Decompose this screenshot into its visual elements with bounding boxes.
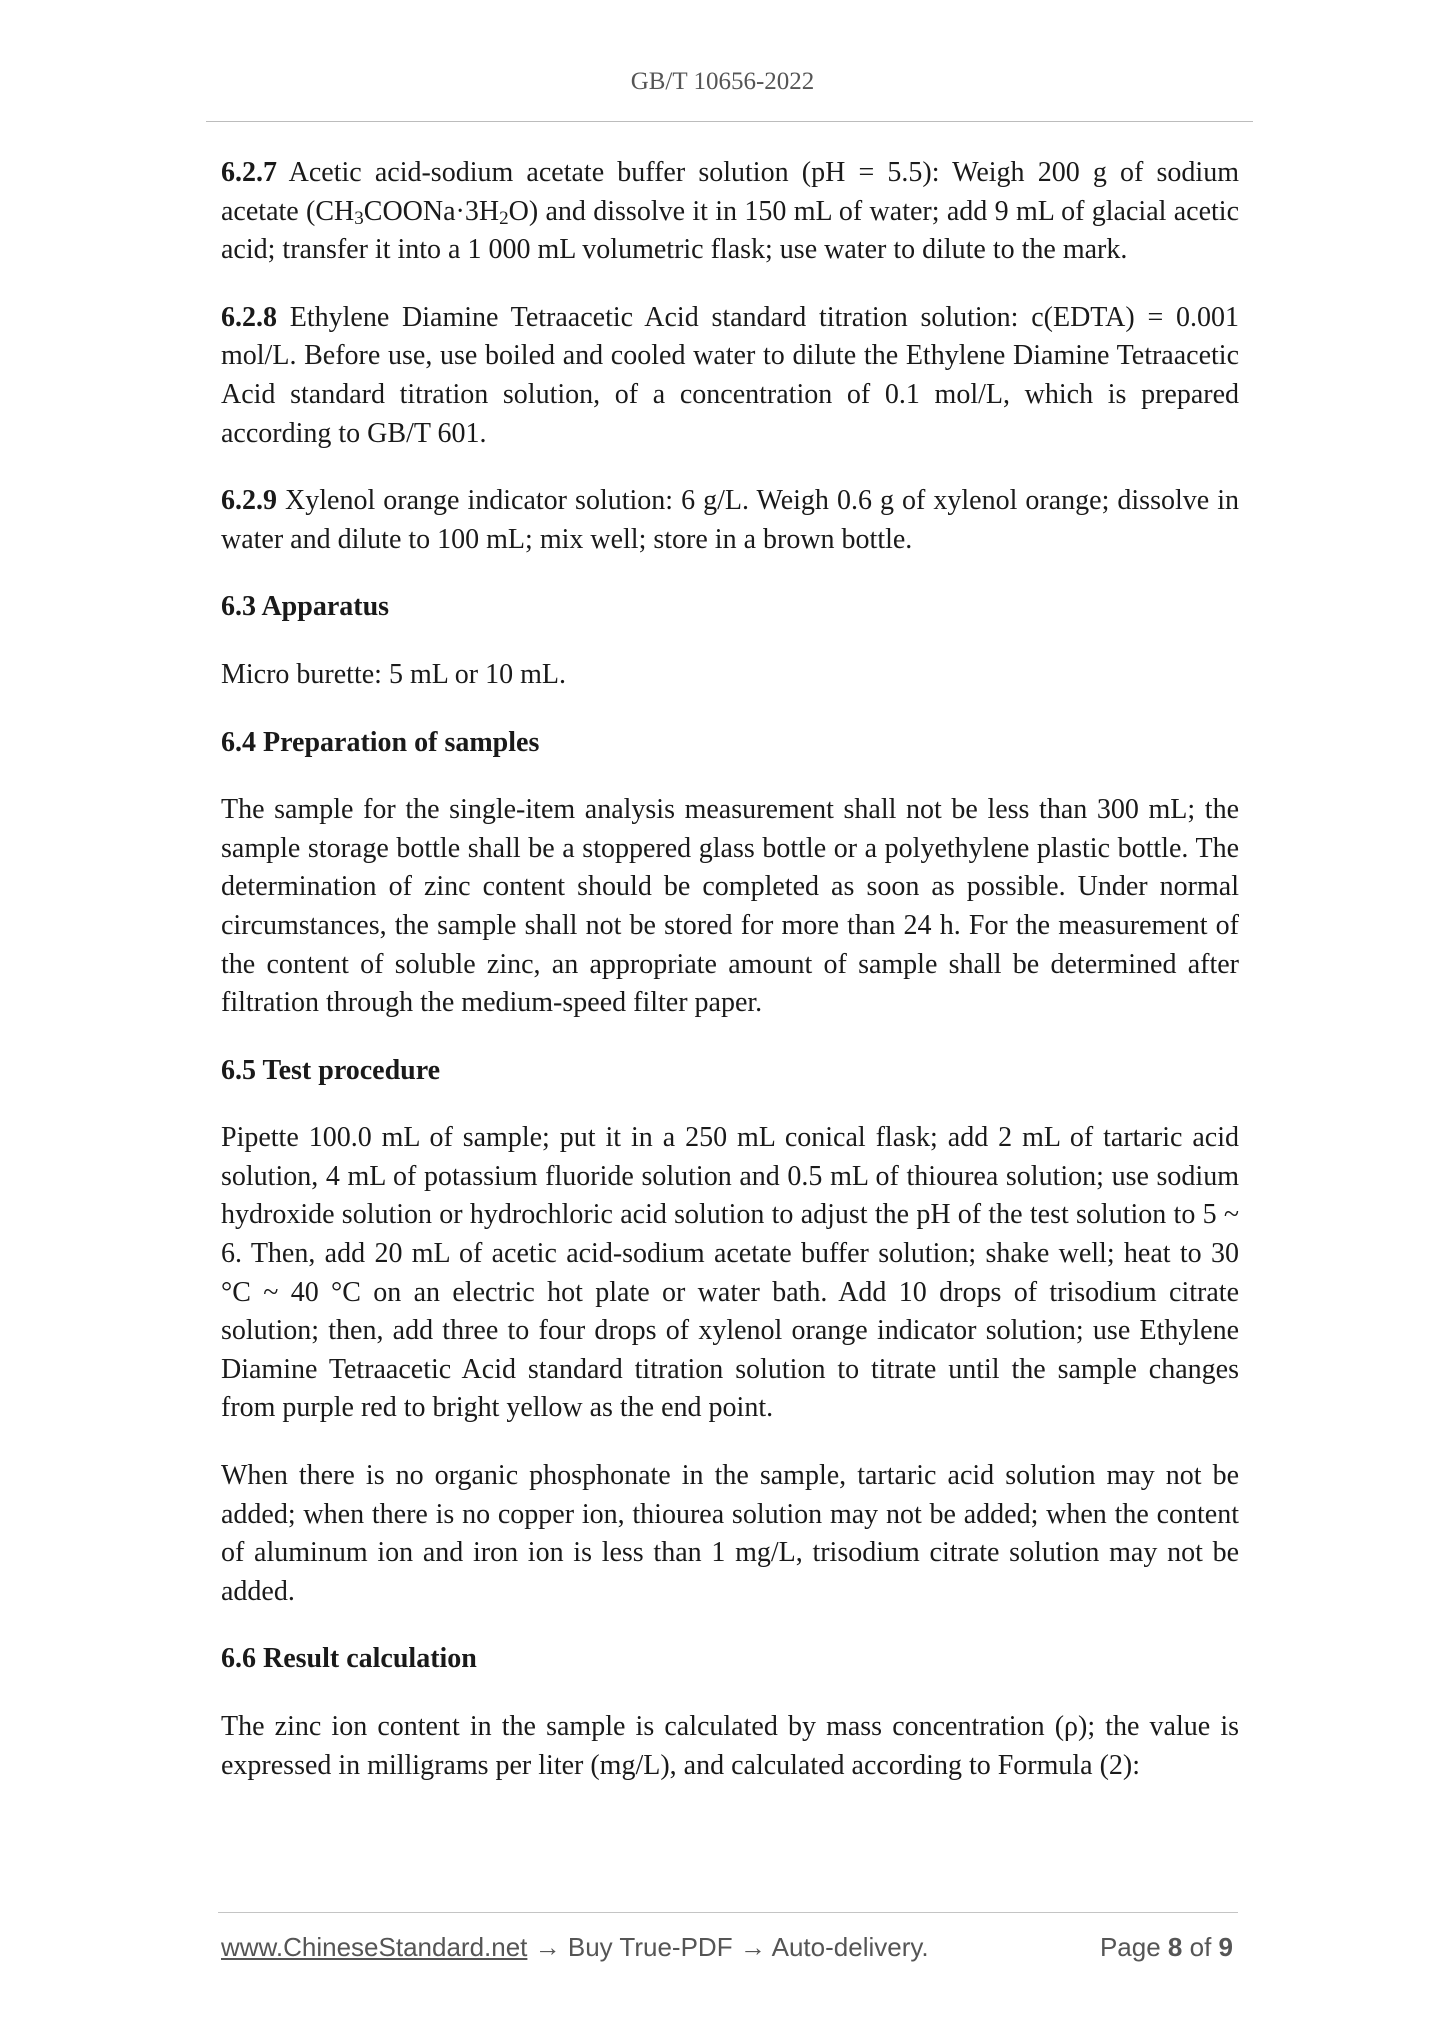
procedure-text: Pipette 100.0 mL of sample; put it in a 250 mL conical flask; add 2 mL of tartaric acid solution, 4 mL of potassium fluoride solution and 0.5 mL of thiourea solution; use sodium hydroxide solution or hydrochloric acid solution to adjust the pH of the test solution to 5 ~ 6. Then, add 20 mL of acetic acid-sodium acetate buffer solution; shake well; heat to 30 °C ~ 40 °C on an electric hot plate or water bath. Add 10 drops of trisodium citrate solution; then, add three to four drops of xylenol orange indicator solution; use Ethylene Diamine Tetraacetic Acid standard titration solution to titrate until the sample changes from purple red to bright yellow as the end point. — [221, 1122, 1239, 1424]
clause-6-2-8 — [221, 299, 1239, 453]
clause-number: 6.2.8 — [221, 301, 277, 333]
preparation-text: The sample for the single-item analysis measurement shall not be less than 300 mL; the sample storage bottle shall be a stoppered glass bottle or a polyethylene plastic bottle. The determination of zinc content should be completed as soon as possible. Under normal circumstances, the sample shall not be stored for more than 24 h. For the measurement of the content of soluble zinc, an appropriate amount of sample shall be determined after filtration through the medium-speed filter paper. — [221, 794, 1239, 1019]
clause-text-part: COONa·3H — [363, 195, 500, 227]
arrow-right-icon: → — [534, 1932, 561, 1962]
footer-divider — [218, 1912, 1238, 1913]
apparatus-text: Micro burette: 5 mL or 10 mL. — [221, 658, 566, 690]
procedure-note-text: When there is no organic phosphonate in the sample, tartaric acid solution may not be added; when there is no copper ion, thiourea solution may not be added; when the content of aluminum ion and iron ion is less than 1 mg/L, trisodium citrate solution may not be added. — [221, 1460, 1239, 1607]
footer-promo — [221, 1932, 929, 1963]
page-number — [1100, 1932, 1233, 1963]
buy-text: Buy True-PDF — [567, 1932, 733, 1962]
subscript: 3 — [354, 207, 364, 229]
clause-text-part: Acetic acid-sodium acetate buffer solution (pH = 5.5): Weigh 200 g of sodium acetate (CH — [221, 157, 1239, 227]
clause-text: Xylenol orange indicator solution: 6 g/L. Weigh 0.6 g of xylenol orange; dissolve in water and dilute to 100 mL; mix well; store in a brown bottle. — [221, 485, 1239, 555]
document-body — [221, 154, 1239, 1814]
section-heading-apparatus: 6.3 Apparatus — [221, 591, 390, 623]
page-total: 9 — [1218, 1932, 1233, 1962]
section-heading-calculation: 6.6 Result calculation — [221, 1643, 477, 1675]
page-word: Page — [1099, 1932, 1161, 1962]
section-heading-procedure: 6.5 Test procedure — [221, 1054, 441, 1086]
arrow-right-icon: → — [739, 1932, 766, 1962]
section-heading-preparation: 6.4 Preparation of samples — [221, 726, 540, 758]
clause-number: 6.2.9 — [221, 485, 277, 517]
website-link[interactable]: www.ChineseStandard.net — [221, 1932, 528, 1962]
clause-text-part: O) and dissolve it in 150 mL of water; add 9 mL of glacial acetic acid; transfer it into a 1 000 mL volumetric flask; use water to dilute to the mark. — [221, 195, 1240, 266]
delivery-text: Auto-delivery. — [771, 1932, 929, 1962]
page-current: 8 — [1167, 1932, 1183, 1962]
of-word: of — [1189, 1932, 1212, 1962]
clause-6-2-9 — [221, 482, 1239, 559]
subscript: 2 — [499, 207, 509, 229]
page-footer — [221, 1932, 1233, 1972]
document-header-title: GB/T 10656-2022 — [630, 68, 815, 95]
clause-text: Ethylene Diamine Tetraacetic Acid standard titration solution: c(EDTA) = 0.001 mol/L. Before use, use boiled and cooled water to dilute the Ethylene Diamine Tetraacetic Acid standard titration solution, of a concentration of 0.1 mol/L, which is prepared according to GB/T 601. — [221, 301, 1239, 449]
clause-6-2-7 — [221, 154, 1239, 270]
calculation-text: The zinc ion content in the sample is calculated by mass concentration (ρ); the value is expressed in milligrams per liter (mg/L), and calculated according to Formula (2): — [221, 1711, 1239, 1781]
clause-number: 6.2.7 — [221, 157, 277, 188]
header-divider — [206, 121, 1253, 122]
